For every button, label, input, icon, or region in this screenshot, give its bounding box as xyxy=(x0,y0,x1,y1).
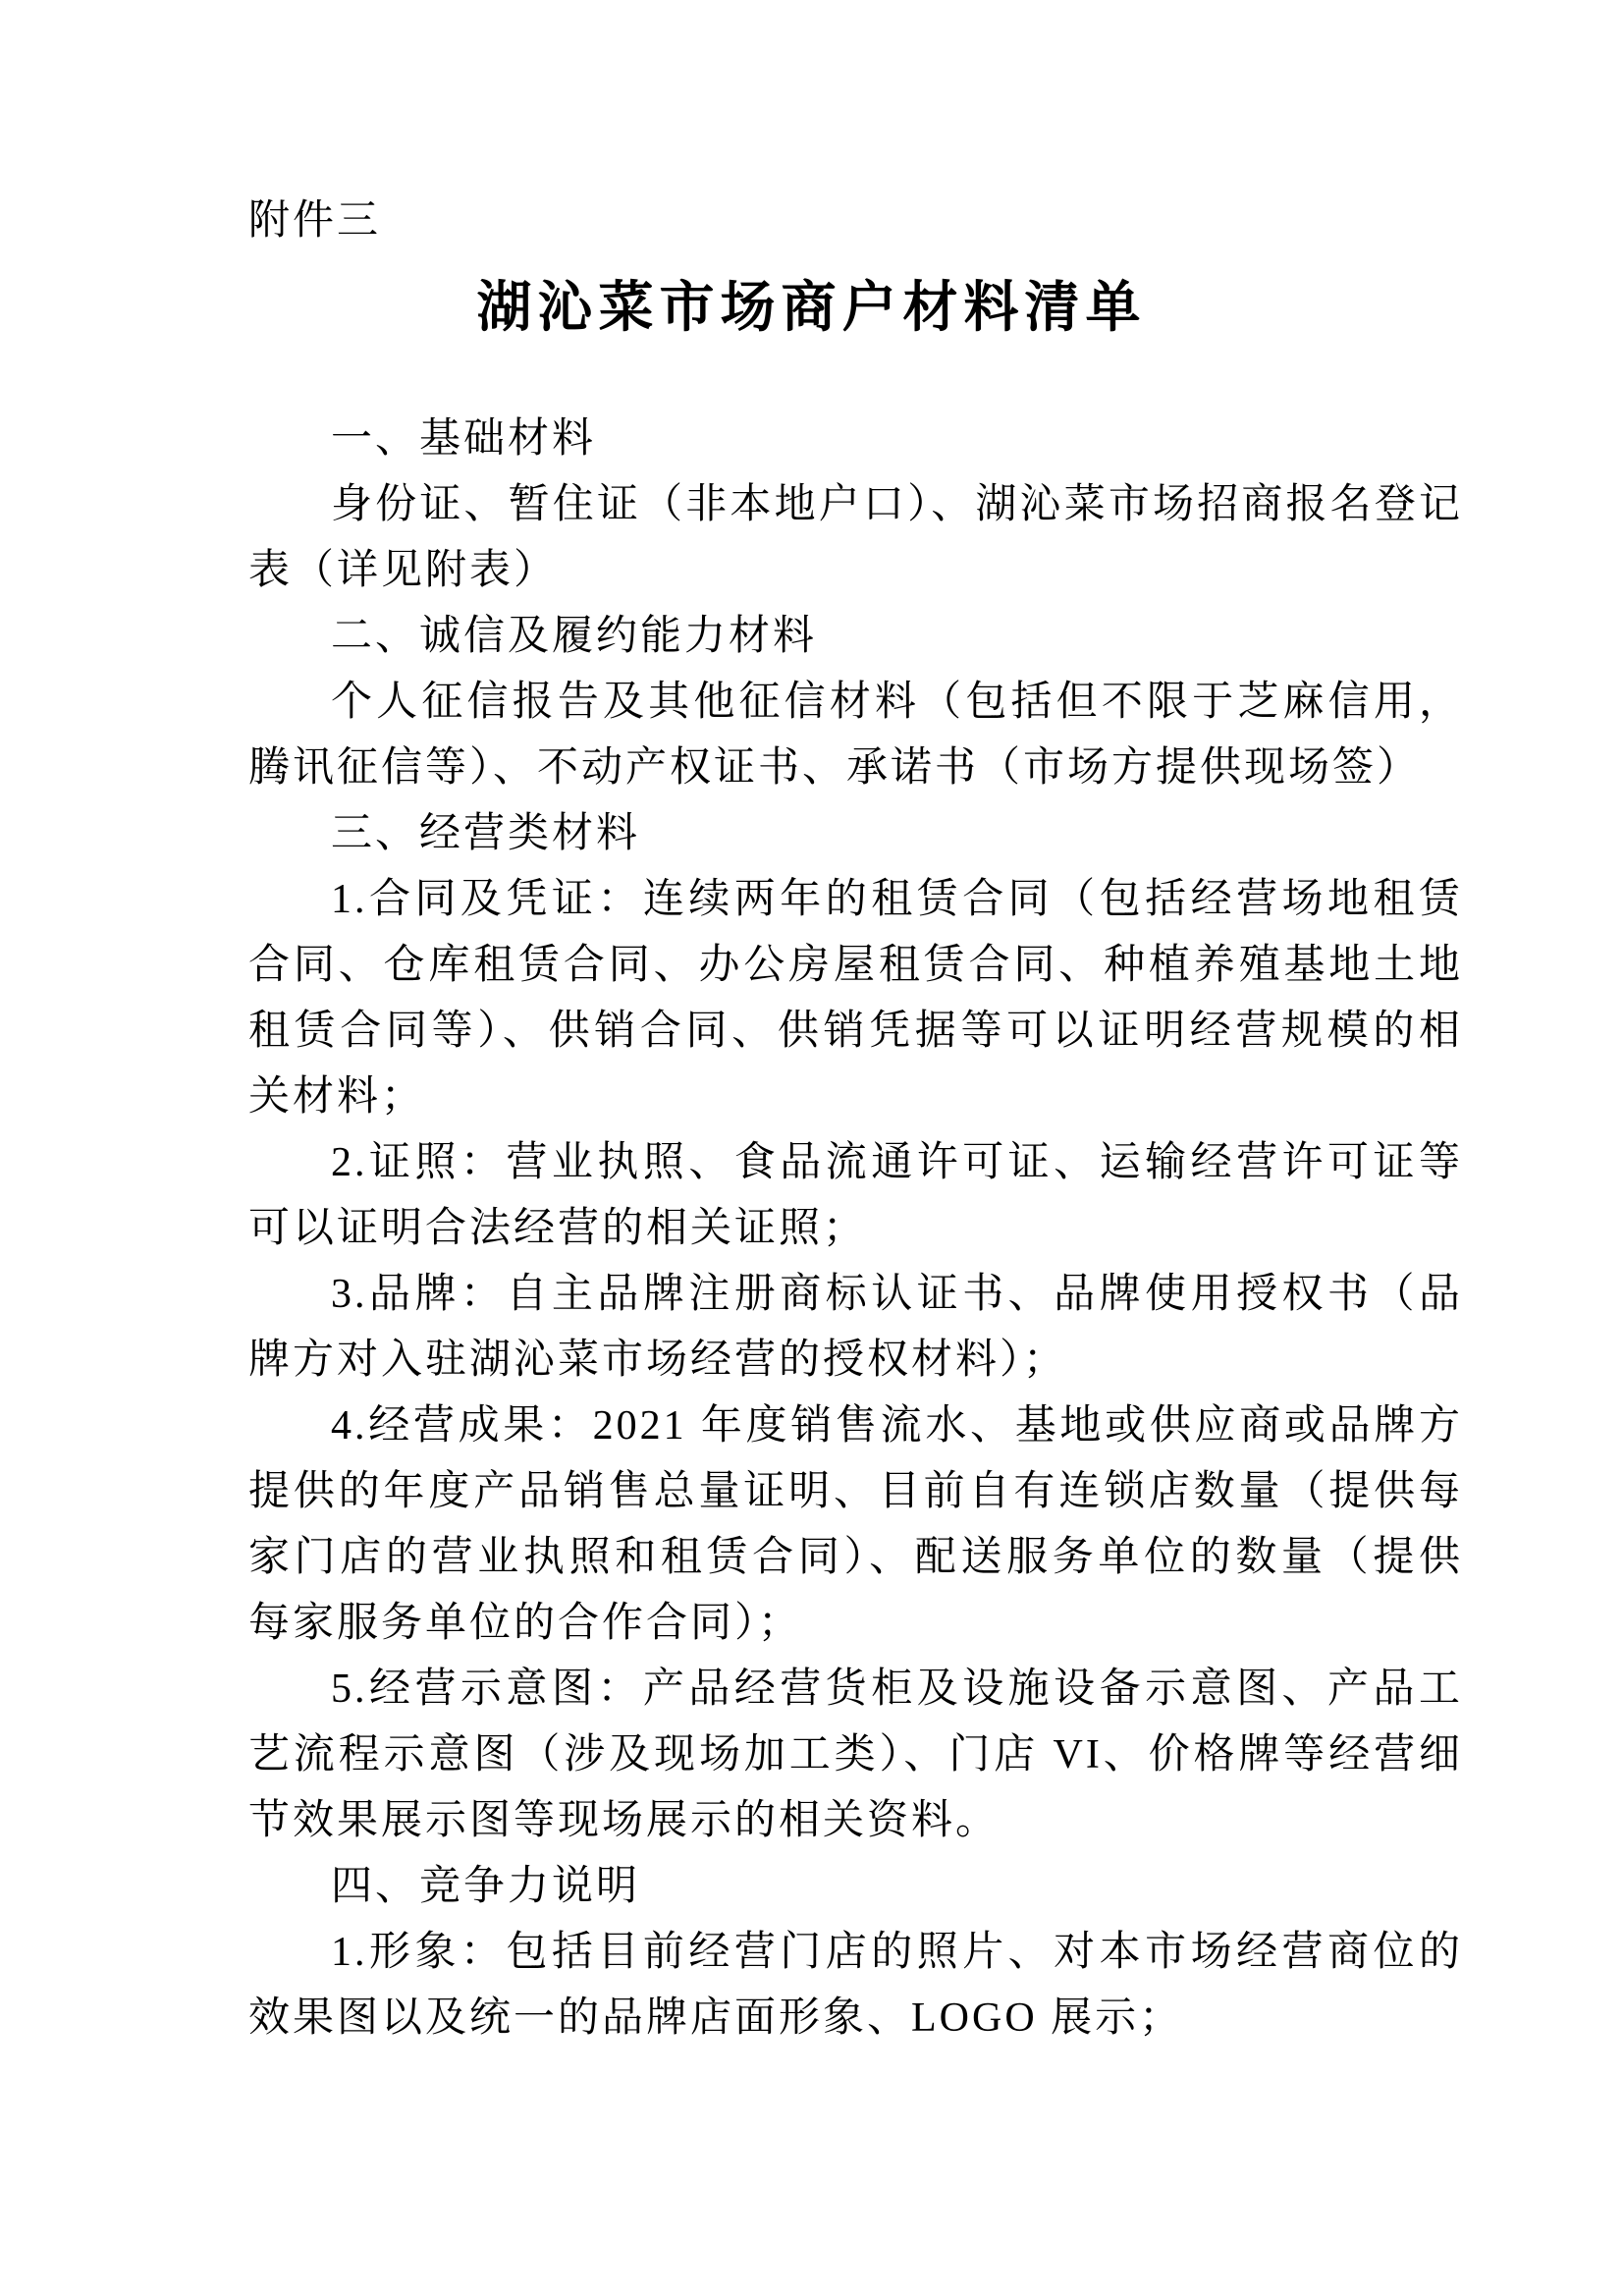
paragraph-brand: 3.品牌：自主品牌注册商标认证书、品牌使用授权书（品牌方对入驻湖沁菜市场经营的授权材料）； xyxy=(248,1272,1463,1383)
document-title: 湖沁菜市场商户材料清单 xyxy=(476,278,1147,339)
section-heading-2: 二、诚信及履约能力材料 xyxy=(331,614,818,659)
attachment-label: 附件三 xyxy=(248,198,382,244)
paragraph-licenses: 2.证照：营业执照、食品流通许可证、运输经营许可证等可以证明合法经营的相关证照； xyxy=(248,1140,1463,1251)
paragraph-contracts: 1.合同及凭证：连续两年的租赁合同（包括经营场地租赁合同、仓库租赁合同、办公房屋租赁合同、种植养殖基地土地租赁合同等）、供销合同、供销凭据等可以证明经营规模的相关材料； xyxy=(248,877,1463,1120)
paragraph-schematics: 5.经营示意图：产品经营货柜及设施设备示意图、产品工艺流程示意图（涉及现场加工类）、门店 VI、价格牌等经营细节效果展示图等现场展示的相关资料。 xyxy=(248,1667,1463,1843)
paragraph-business-results: 4.经营成果：2021 年度销售流水、基地或供应商或品牌方提供的年度产品销售总量证明、目前自有连锁店数量（提供每家门店的营业执照和租赁合同）、配送服务单位的数量（提供每家服务单位的合作合同）； xyxy=(248,1403,1463,1646)
section-heading-1: 一、基础材料 xyxy=(331,416,597,462)
section-heading-3: 三、经营类材料 xyxy=(331,811,641,856)
section-heading-4: 四、竞争力说明 xyxy=(331,1864,641,1909)
paragraph-credit-materials: 个人征信报告及其他征信材料（包括但不限于芝麻信用，腾讯征信等）、不动产权证书、承诺书（市场方提供现场签） xyxy=(248,680,1463,791)
paragraph-basic-materials: 身份证、暂住证（非本地户口）、湖沁菜市场招商报名登记表（详见附表） xyxy=(248,482,1463,593)
paragraph-image: 1.形象：包括目前经营门店的照片、对本市场经营商位的效果图以及统一的品牌店面形象、LOGO 展示； xyxy=(248,1930,1463,2041)
